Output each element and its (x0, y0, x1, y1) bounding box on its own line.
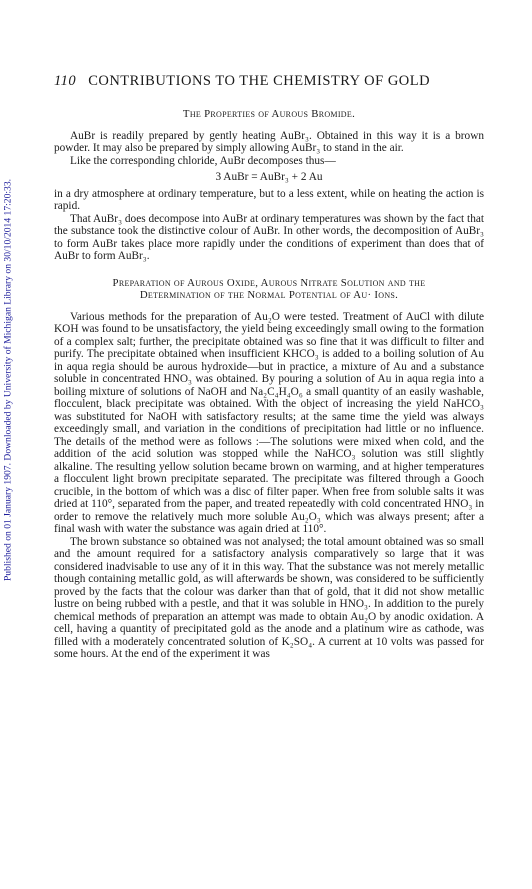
equation: 3 AuBr = AuBr₃ + 2 Au (215, 171, 323, 183)
heading-line-2: Determination of the Normal Potential of Au· Ions. (139, 289, 399, 301)
paragraph: Like the corresponding chloride, AuBr decomposes thus— (70, 154, 336, 167)
sidebar-provenance (0, 100, 18, 660)
paragraph: Various methods for the preparation of Au₂O were tested. Treatment of AuCl with dilute KOH was found to be unsatisfactory, the yield being exceedingly small owing to the formation of a complex salt; further, the precipitate obtained was so fine that it was difficult to filter and purify. The precipitate obtained when insufficient KHCO₃ is added to a boiling solution of Au in aqua regia should be aurous hydroxide—but in practice, a mixture of Au and a substance soluble in concentrated HNO₃ was obtained. By pouring a solution of Au in aqua regia into a boiling mixture of solutions of NaOH and Na₂C₄H₄O₆ a small quantity of an easily washable, flocculent, black precipitate was obtained. With the object of increasing the yield NaHCO₃ was substituted for NaOH with satisfactory results; at the same time the yield was always exceedingly small, and variation in the conditions of precipitation had little or no influence. The details of the method were as follows :—The solutions were mixed when cold, and the addition of the acid solution was stopped while the NaHCO₃ solution was still slightly alkaline. The resulting yellow solution became brown on warming, and at higher temperatures a flocculent light brown precipitate separated. The precipitate was filtered through a Gooch crucible, in the bottom of which was a disc of filter paper. When free from soluble salts it was dried at 110°, separated from the paper, and treated repeatedly with cold concentrated HNO₃ in order to remove the relatively much more soluble Au₂O₃ which was always present; after a final wash with water the substance was again dried at 110°. (54, 310, 484, 535)
paragraph: The brown substance so obtained was not analysed; the total amount obtained was so small and the amount required for a satisfactory analysis comparatively so large that it was considered inadvisable to use any of it in this way. That the substance was not merely metallic though containing metallic gold, as will afterwards be shown, was considered to be sufficiently proved by the facts that the colour was darker than that of gold, that it did not show metallic lustre on being rubbed with a pestle, and that it was soluble in HNO₃. In addition to the purely chemical methods of preparation an attempt was made to obtain Au₂O by anodic oxidation. A cell, having a quantity of precipitated gold as the anode and a platinum wire as cathode, was filled with a moderately concentrated solution of K₂SO₄. A current at 10 volts was passed for some hours. At the end of the experiment it was (54, 535, 484, 660)
paragraph: AuBr is readily prepared by gently heating AuBr₃. Obtained in this way it is a brown powder. It may also be prepared by simply allowing AuBr₃ to stand in the air. (54, 129, 484, 154)
page-body (54, 108, 484, 661)
heading-line-1: Preparation of Aurous Oxide, Aurous Nitrate Solution and the (112, 276, 426, 289)
running-title: CONTRIBUTIONS TO THE CHEMISTRY OF GOLD (88, 73, 431, 89)
section-heading-aurous-oxide (54, 277, 484, 302)
page-number: 110 (54, 73, 77, 89)
running-header (54, 73, 494, 90)
paragraph: That AuBr₃ does decompose into AuBr at ordinary temperatures was shown by the fact that the substance took the distinctive colour of AuBr. In other words, the decomposition of AuBr₃ to form AuBr takes place more rapidly under the conditions of experiment than does that of AuBr to form AuBr₃. (54, 212, 484, 262)
section-heading-aurous-bromide: The Properties of Aurous Bromide. (182, 108, 356, 120)
sidebar-text: Published on 01 January 1907. Downloaded by University of Michigan Library on 30/10/2014 17:20:33. (2, 178, 14, 582)
paragraph: in a dry atmosphere at ordinary temperature, but to a less extent, while on heating the action is rapid. (54, 187, 484, 212)
